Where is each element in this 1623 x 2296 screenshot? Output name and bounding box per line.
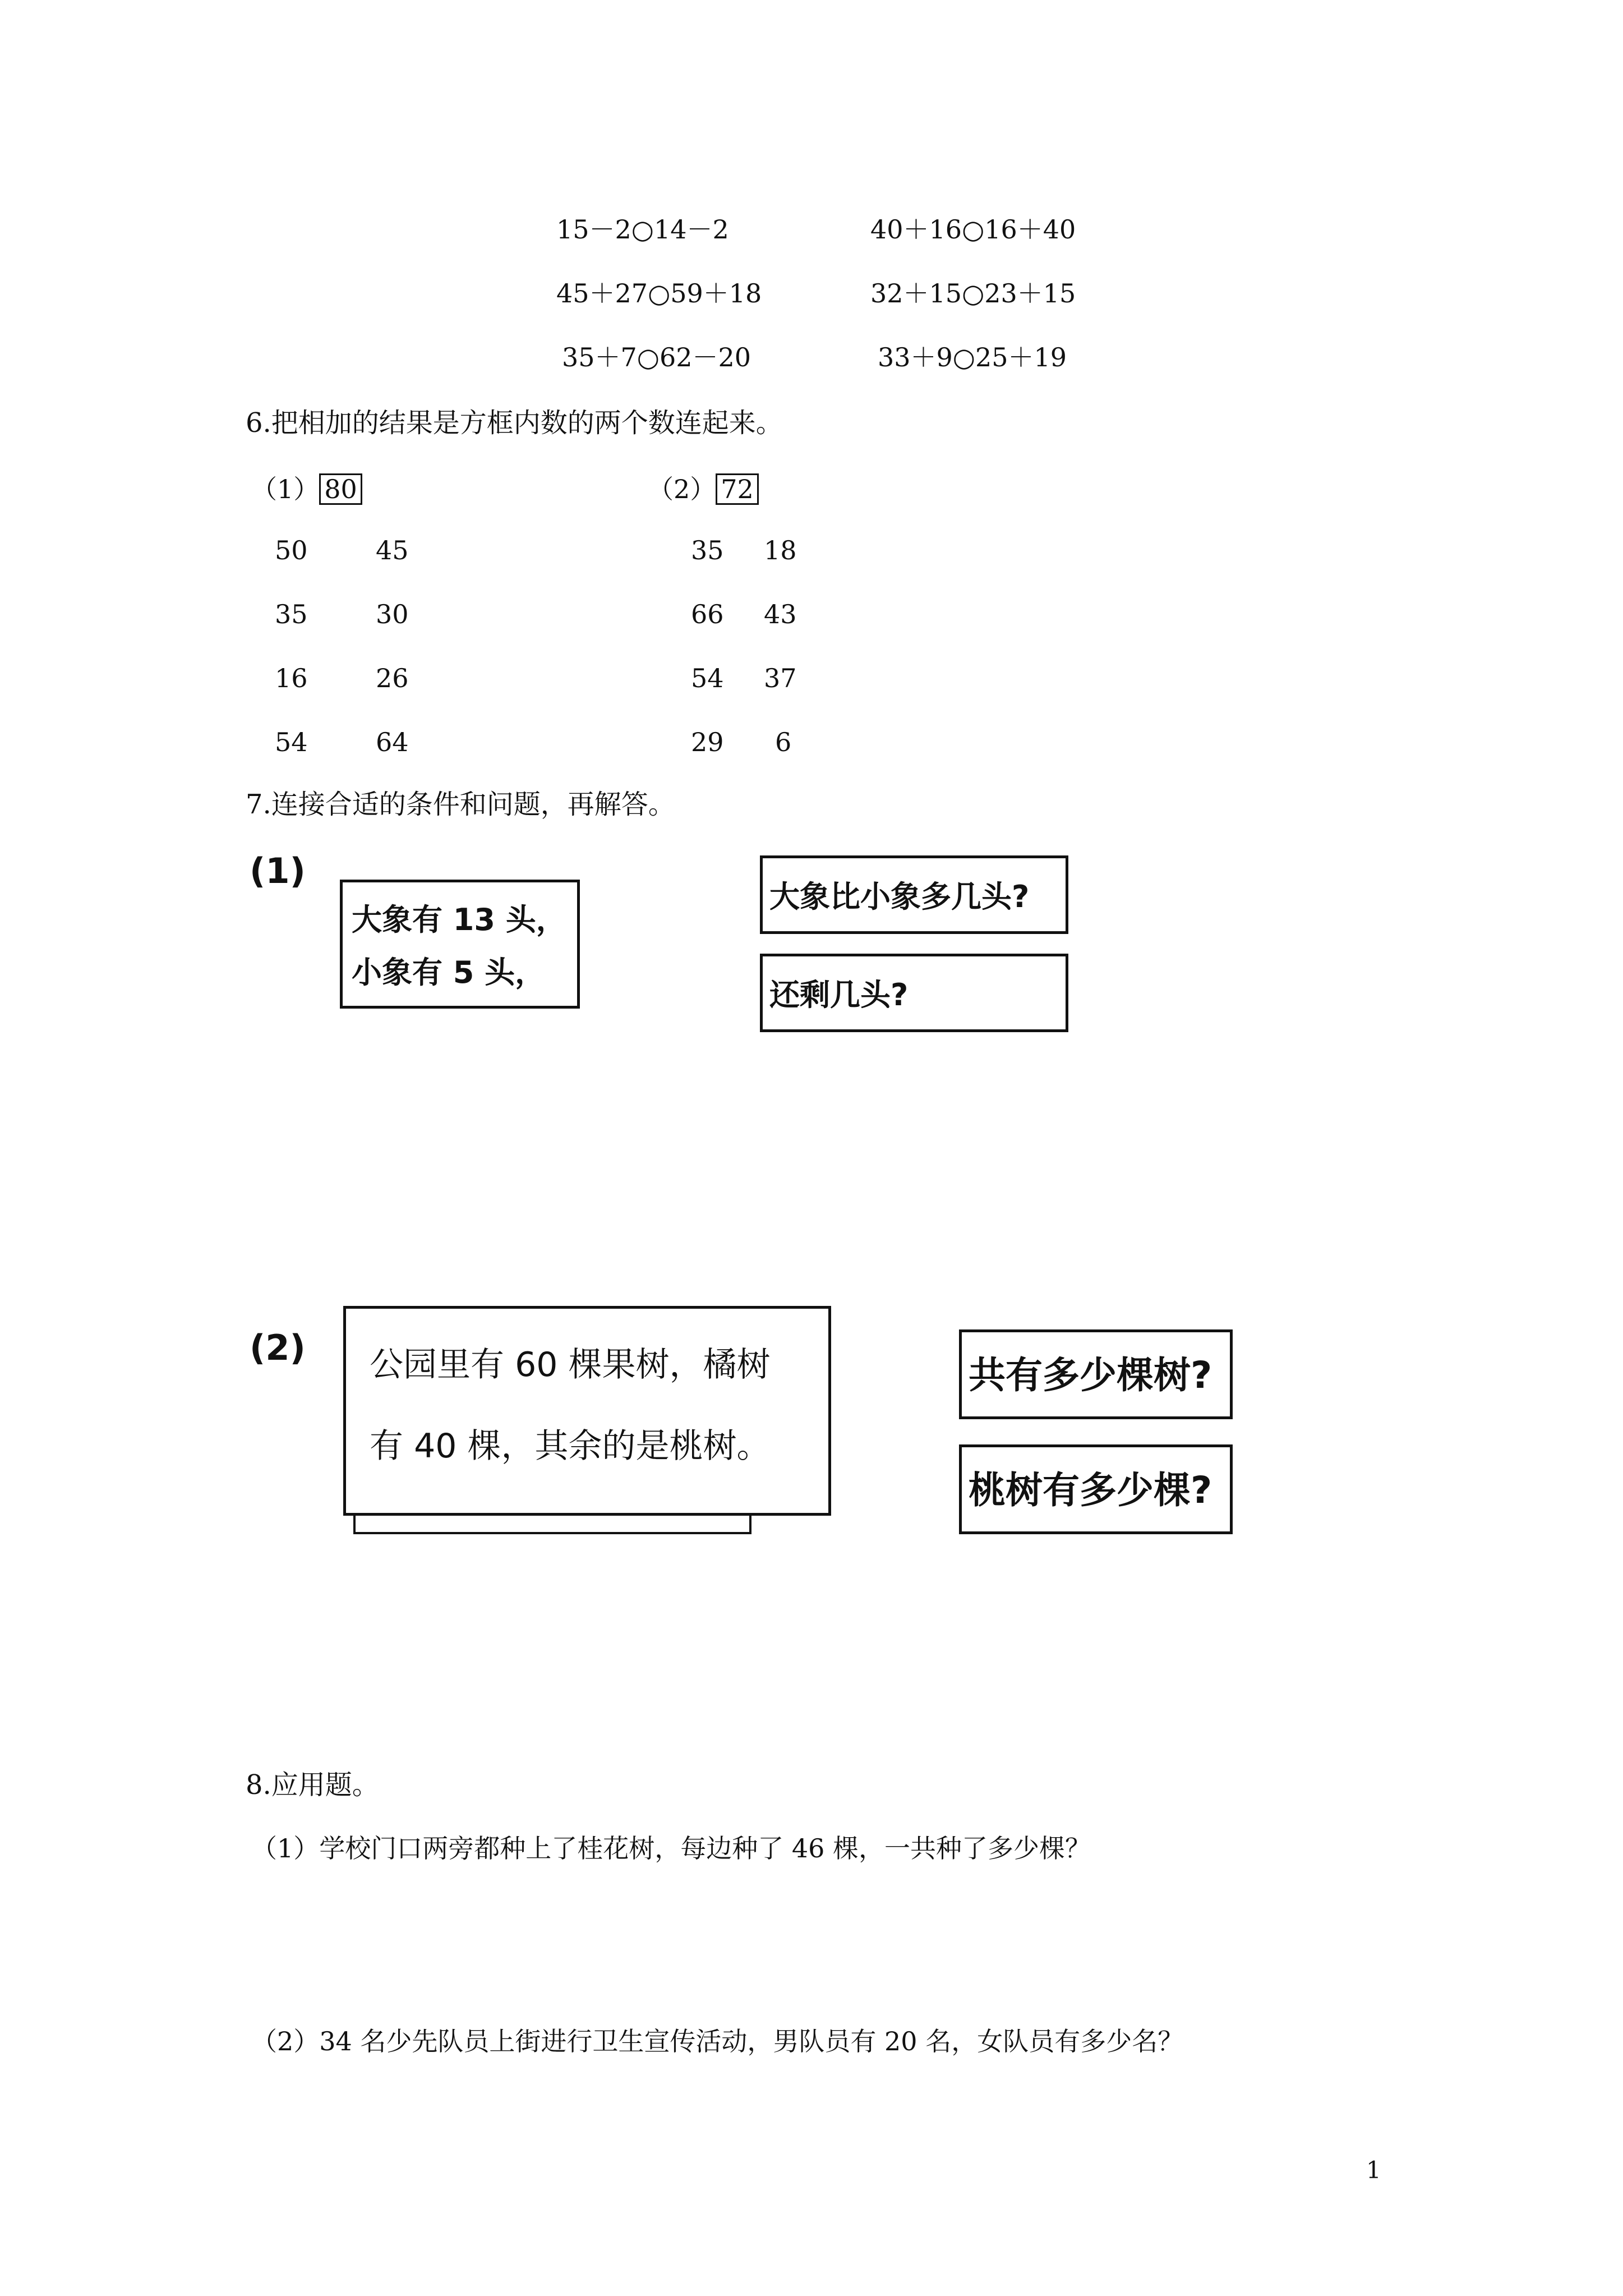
q7-part1-condition-card [340, 880, 580, 1009]
compare-left-1: 15－2○14－2 [556, 214, 729, 245]
q6-p2-left-3: 54 [691, 663, 724, 693]
q6-p2-left-2: 66 [691, 599, 724, 629]
q6-p1-left-4: 54 [275, 727, 308, 757]
q7-part1-question2: 还剩几头? [769, 977, 909, 1013]
q6-p1-right-4: 64 [376, 727, 409, 757]
q6-part1 [251, 473, 362, 505]
q6-part1-target-box: 80 [319, 473, 362, 505]
q7-part1-question1: 大象比小象多几头? [769, 879, 1030, 914]
page-number: 1 [1366, 2156, 1381, 2184]
q7-part2-label: (2) [250, 1327, 306, 1368]
q6-p1-left-1: 50 [275, 535, 308, 565]
q7-part2-question1-card [959, 1329, 1233, 1419]
q6-p1-right-3: 26 [376, 663, 409, 693]
q7-part2-question2: 桃树有多少棵? [969, 1469, 1212, 1512]
q8-problem1: （1）学校门口两旁都种上了桂花树，每边种了 46 棵，一共种了多少棵？ [251, 1833, 1091, 1864]
q7-part2-condition-line1: 公园里有 60 棵果树，橘树 [370, 1345, 771, 1384]
q6-p1-left-2: 35 [275, 599, 308, 629]
q8-title: 8.应用题。 [246, 1769, 379, 1801]
compare-right-2: 32＋15○23＋15 [870, 278, 1076, 309]
compare-right-1: 40＋16○16＋40 [870, 214, 1076, 245]
q6-p2-right-2: 43 [764, 599, 797, 629]
q6-p2-right-3: 37 [764, 663, 797, 693]
q6-p2-right-1: 18 [764, 535, 797, 565]
compare-right-3: 33＋9○25＋19 [878, 342, 1067, 372]
q6-p2-left-4: 29 [691, 727, 724, 757]
q6-title: 6.把相加的结果是方框内数的两个数连起来。 [246, 407, 783, 439]
q7-part2-condition-line2: 有 40 棵，其余的是桃树。 [370, 1427, 771, 1466]
q6-p1-left-3: 16 [275, 663, 308, 693]
q6-p2-right-4: 6 [775, 727, 792, 757]
q6-p2-left-1: 35 [691, 535, 724, 565]
q8-problem2: （2）34 名少先队员上街进行卫生宣传活动，男队员有 20 名，女队员有多少名？ [251, 2026, 1184, 2056]
q7-part1-condition-line2: 小象有 5 头， [352, 955, 546, 990]
q7-part2-condition-card [343, 1306, 831, 1516]
q7-part1-condition-line1: 大象有 13 头， [352, 902, 566, 937]
q6-part1-label: （1） [251, 474, 320, 504]
q7-part1-question2-card [760, 954, 1068, 1032]
q7-part2-question1: 共有多少棵树? [969, 1354, 1212, 1397]
q6-p1-right-2: 30 [376, 599, 409, 629]
q6-part2-target-box: 72 [716, 473, 759, 505]
q7-title: 7.连接合适的条件和问题，再解答。 [246, 789, 675, 820]
q7-part1-label: (1) [250, 850, 306, 891]
compare-left-2: 45＋27○59＋18 [556, 278, 762, 309]
q6-part2-label: （2） [648, 474, 716, 504]
q7-part2-question2-card [959, 1444, 1233, 1534]
compare-left-3: 35＋7○62－20 [562, 342, 751, 372]
q7-part1-question1-card [760, 855, 1068, 934]
q6-p1-right-1: 45 [376, 535, 409, 565]
q6-part2 [648, 473, 759, 505]
